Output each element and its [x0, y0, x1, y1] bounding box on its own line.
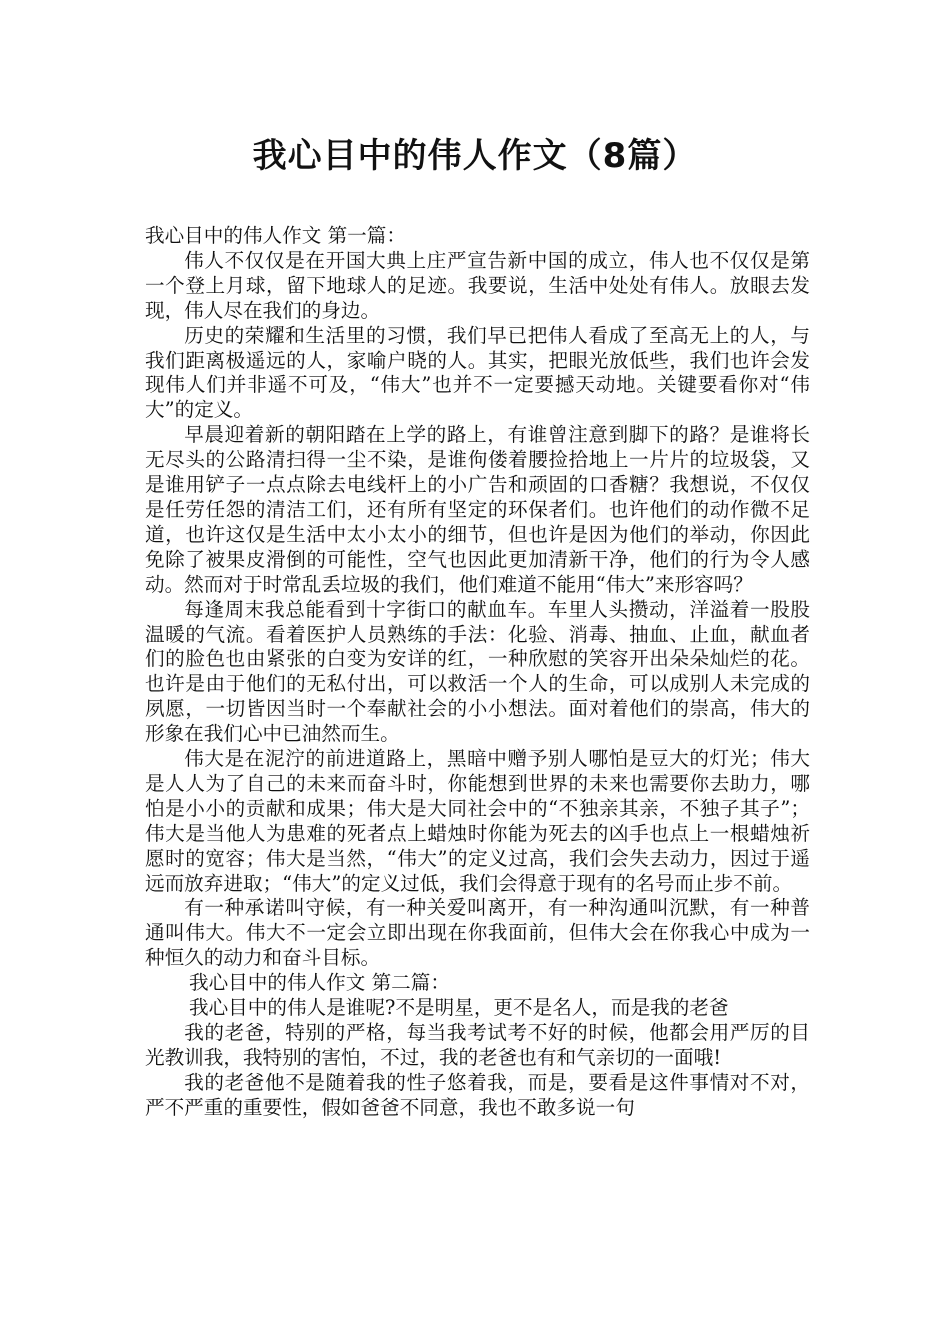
paragraph: 伟大是在泥泞的前进道路上，黑暗中赠予别人哪怕是豆大的灯光；伟大是人人为了自己的未来而奋斗时，你能想到世界的未来也需要你去助力，哪怕是小小的贡献和成果；伟大是大同社会中的“不独亲其亲，不独子其子”；伟大是当他人为患难的死者点上蜡烛时你能为死去的凶手也点上一根蜡烛祈愿时的宽容；伟大是当然，“伟大”的定义过高，我们会失去动力，因过于遥远而放弃进取；“伟大”的定义过低，我们会得意于现有的名号而止步不前。: [145, 747, 810, 895]
paragraph: 我心目中的伟人是谁呢?不是明星，更不是名人，而是我的老爸: [189, 996, 729, 1020]
document-title: 我心目中的伟人作文（8篇）: [252, 136, 698, 176]
section-1-heading: 我心目中的伟人作文 第一篇：: [145, 224, 406, 247]
paragraph: 每逢周末我总能看到十字街口的献血车。车里人头攒动，洋溢着一股股温暖的气流。看着医护人员熟练的手法：化验、消毒、抽血、止血，献血者们的脸色也由紧张的白变为安详的红，一种欣慰的笑容开出朵朵灿烂的花。也许是由于他们的无私付出，可以救活一个人的生命，可以成别人未完成的夙愿，一切皆因当时一个奉献社会的小小想法。面对着他们的崇高，伟大的形象在我们心中已油然而生。: [145, 597, 810, 746]
section-2-heading: 我心目中的伟人作文 第二篇：: [189, 971, 450, 995]
paragraph: 我的老爸，特别的严格，每当我考试考不好的时候，他都会用严厉的目光教训我，我特别的害怕，不过，我的老爸也有和气亲切的一面哦!: [145, 1021, 810, 1069]
paragraph: 我的老爸他不是随着我的性子悠着我，而是，要看是这件事情对不对，严不严重的重要性，假如爸爸不同意，我也不敢多说一句: [145, 1070, 810, 1119]
paragraph: 有一种承诺叫守候，有一种关爱叫离开，有一种沟通叫沉默，有一种普通叫伟大。伟大不一定会立即出现在你我面前，但伟大会在你我心中成为一种恒久的动力和奋斗目标。: [145, 896, 810, 970]
document-body: [145, 224, 810, 1121]
paragraph: 历史的荣耀和生活里的习惯，我们早已把伟人看成了至高无上的人，与我们距离极遥远的人，家喻户晓的人。其实，把眼光放低些，我们也许会发现伟人们并非遥不可及，“伟大”也并不一定要撼天动地。关键要看你对“伟大”的定义。: [145, 323, 810, 422]
paragraph: 早晨迎着新的朝阳踏在上学的路上，有谁曾注意到脚下的路？是谁将长无尽头的公路清扫得一尘不染，是谁佝偻着腰捡拾地上一片片的垃圾袋，又是谁用铲子一点点除去电线杆上的小广告和顽固的口香糖？我想说，不仅仅是任劳任怨的清洁工们，还有所有坚定的环保者们。也许他们的动作微不足道，也许这仅是生活中太小太小的细节，但也许是因为他们的举动，你因此免除了被果皮滑倒的可能性，空气也因此更加清新干净，他们的行为令人感动。然而对于时常乱丢垃圾的我们，他们难道不能用“伟大”来形容吗？: [145, 423, 810, 596]
paragraph: 伟人不仅仅是在开国大典上庄严宣告新中国的成立，伟人也不仅仅是第一个登上月球，留下地球人的足迹。我要说，生活中处处有伟人。放眼去发现，伟人尽在我们的身边。: [145, 248, 810, 322]
